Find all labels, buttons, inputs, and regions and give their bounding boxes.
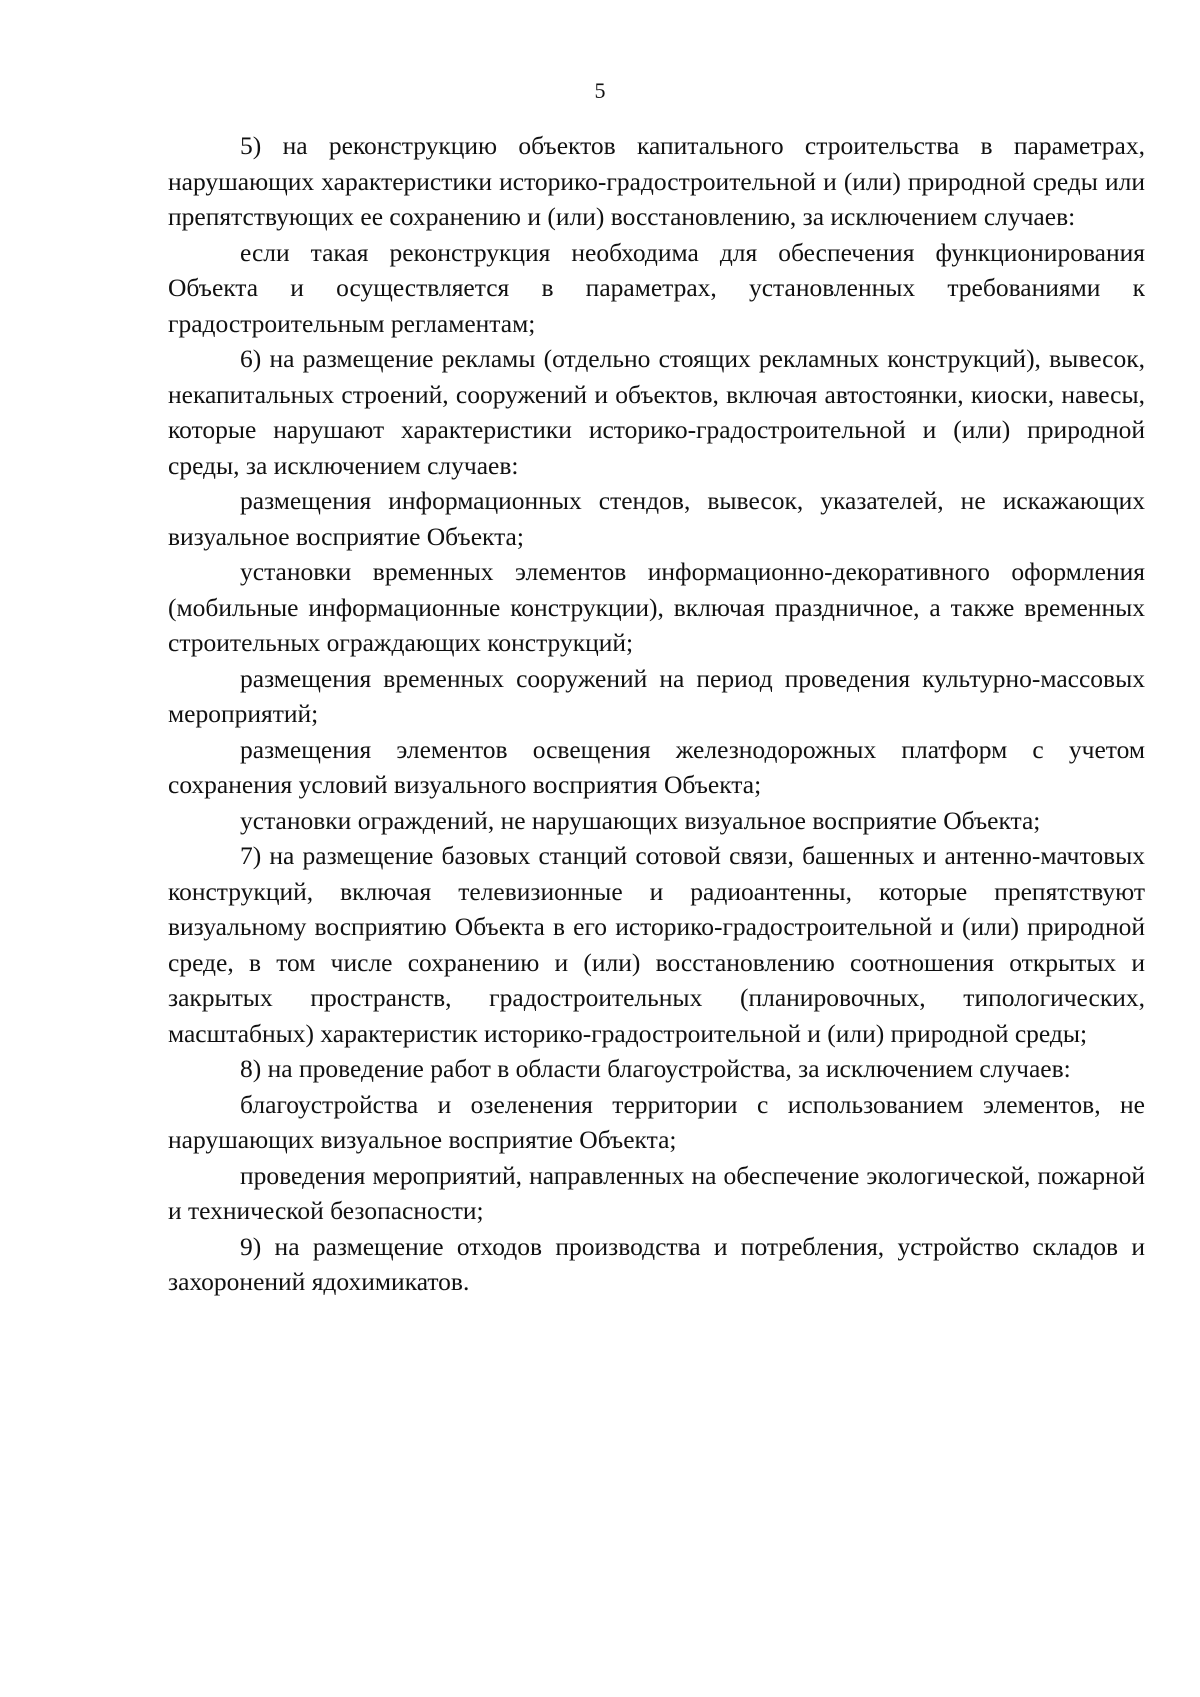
paragraph-exception-lighting: размещения элементов освещения железнодорожных платформ с учетом сохранения условий визуального восприятия Объекта; — [168, 734, 1145, 799]
paragraph-exception-fences: установки ограждений, не нарушающих визуальное восприятие Объекта; — [240, 805, 1041, 835]
paragraph-exception-reconstruction: если такая реконструкция необходима для обеспечения функционирования Объекта и осуществляется в параметрах, установленных требованиями к градостроительным регламентам; — [168, 237, 1145, 338]
paragraph-exception-stands: размещения информационных стендов, вывесок, указателей, не искажающих визуальное восприятие Объекта; — [168, 486, 1145, 551]
page-number: 5 — [594, 78, 606, 103]
paragraph-exception-safety: проведения мероприятий, направленных на обеспечение экологической, пожарной и технической безопасности; — [168, 1160, 1145, 1225]
paragraph-item-8: 8) на проведение работ в области благоустройства, за исключением случаев: — [240, 1054, 1071, 1083]
paragraph-exception-landscaping: благоустройства и озеленения территории с использованием элементов, не нарушающих визуальное восприятие Объекта; — [168, 1089, 1145, 1154]
paragraph-item-6: 6) на размещение рекламы (отдельно стоящих рекламных конструкций), вывесок, некапитальных строений, сооружений и объектов, включая автостоянки, киоски, навесы, которые нарушают характеристики историко-градостроительной и (или) природной среды, за исключением случаев: — [168, 344, 1145, 480]
paragraph-item-7: 7) на размещение базовых станций сотовой связи, башенных и антенно-мачтовых конструкций, включая телевизионные и радиоантенны, которые препятствуют визуальному восприятию Объекта в его историко-градостроительной и (или) природной среде, в том числе сохранению и (или) восстановлению соотношения открытых и закрытых пространств, градостроительных (планировочных, типологических, масштабных) характеристик историко-градостроительной и (или) природной среды; — [168, 841, 1145, 1048]
paragraph-exception-decorative: установки временных элементов информационно-декоративного оформления (мобильные информационные конструкции), включая праздничное, а также временных строительных ограждающих конструкций; — [168, 557, 1145, 657]
document-body — [168, 128, 1145, 1300]
paragraph-exception-temporary-structures: размещения временных сооружений на период проведения культурно-массовых мероприятий; — [168, 663, 1145, 728]
paragraph-item-9: 9) на размещение отходов производства и потребления, устройство складов и захоронений ядохимикатов. — [168, 1231, 1145, 1296]
paragraph-item-5: 5) на реконструкцию объектов капитального строительства в параметрах, нарушающих характеристики историко-градостроительной и (или) природной среды или препятствующих ее сохранению и (или) восстановлению, за исключением случаев: — [168, 131, 1145, 231]
